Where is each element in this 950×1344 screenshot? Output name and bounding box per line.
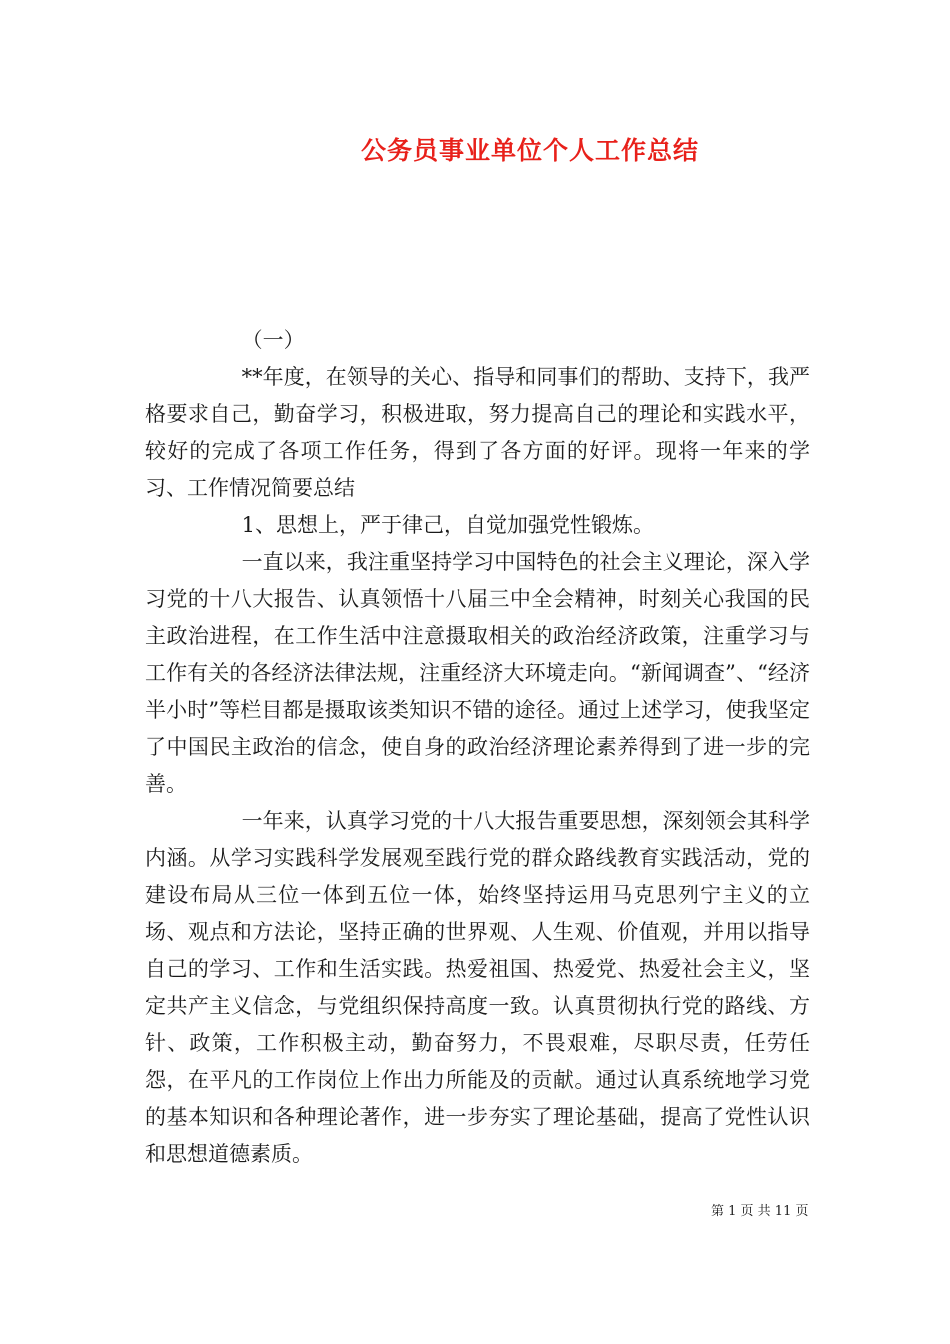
paragraph-heading-1: 1、思想上，严于律己，自觉加强党性锻炼。 xyxy=(241,513,654,537)
document-title: 公务员事业单位个人工作总结 xyxy=(360,136,699,165)
page-number-footer: 第 1 页 共 11 页 xyxy=(711,1204,809,1219)
section-number: （一） xyxy=(241,328,305,352)
document-body xyxy=(145,322,810,1173)
paragraph-study: 一直以来，我注重坚持学习中国特色的社会主义理论，深入学习党的十八大报告、认真领悟十八届三中全会精神，时刻关心我国的民主政治进程，在工作生活中注意摄取相关的政治经济政策，注重学习与工作有关的各经济法律法规，注重经济大环境走向。“新闻调查”、“经济半小时”等栏目都是摄取该类知识不错的途径。通过上述学习，使我坚定了中国民主政治的信念，使自身的政治经济理论素养得到了进一步的完善。 xyxy=(145,550,810,796)
paragraph-party-learning: 一年来，认真学习党的十八大报告重要思想，深刻领会其科学内涵。从学习实践科学发展观至践行党的群众路线教育实践活动，党的建设布局从三位一体到五位一体，始终坚持运用马克思列宁主义的立场、观点和方法论，坚持正确的世界观、人生观、价值观，并用以指导自己的学习、工作和生活实践。热爱祖国、热爱党、热爱社会主义，坚定共产主义信念，与党组织保持高度一致。认真贯彻执行党的路线、方针、政策，工作积极主动，勤奋努力，不畏艰难，尽职尽责，任劳任怨，在平凡的工作岗位上作出力所能及的贡献。通过认真系统地学习党的基本知识和各种理论著作，进一步夯实了理论基础，提高了党性认识和思想道德素质。 xyxy=(145,809,810,1166)
paragraph-intro: **年度，在领导的关心、指导和同事们的帮助、支持下，我严格要求自己，勤奋学习，积极进取，努力提高自己的理论和实践水平，较好的完成了各项工作任务，得到了各方面的好评。现将一年来的学习、工作情况简要总结 xyxy=(145,365,810,500)
